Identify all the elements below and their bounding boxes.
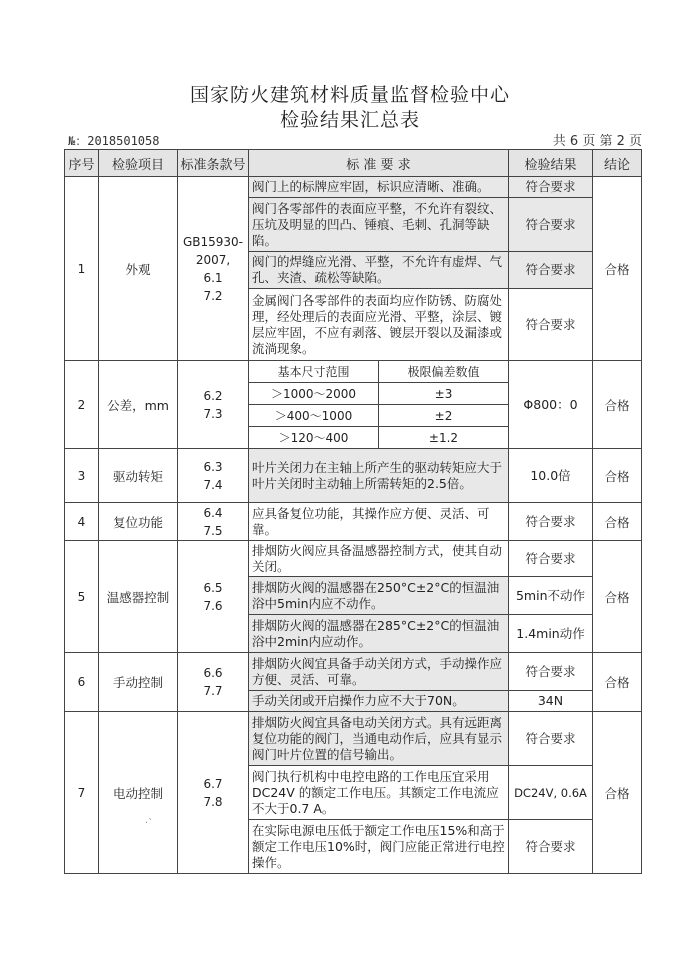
col-header-conclusion: 结论 <box>593 150 642 177</box>
page-info: 共 6 页 第 2 页 <box>552 134 642 149</box>
tolerance-range: ＞1000～2000 <box>249 383 379 405</box>
result-value: 10.0倍 <box>509 449 593 503</box>
row-number: 7 <box>65 712 99 874</box>
table-row <box>65 449 642 503</box>
requirement-text: 排烟防火阀宜具备手动关闭方式，手动操作应方便、灵活、可靠。 <box>249 653 509 691</box>
requirement-text: 阀门各零部件的表面应平整，不允许有裂纹、压坑及明显的凹凸、锤痕、毛刺、孔洞等缺陷。 <box>249 198 509 252</box>
tolerance-range: ＞120～400 <box>249 427 379 449</box>
conclusion-value: 合格 <box>593 541 642 653</box>
test-item: 手动控制 <box>99 653 178 712</box>
requirement-text: 排烟防火阀应具备温感器控制方式，使其自动关闭。 <box>249 541 509 577</box>
col-header-item: 检验项目 <box>99 150 178 177</box>
row-number: 5 <box>65 541 99 653</box>
row-number: 3 <box>65 449 99 503</box>
requirement-text: 叶片关闭力在主轴上所产生的驱动转矩应大于叶片关闭时主动轴上所需转矩的2.5倍。 <box>249 449 509 503</box>
result-value: 符合要求 <box>509 289 593 361</box>
requirement-text: 阀门执行机构中电控电路的工作电压宜采用 DC24V 的额定工作电压。其额定工作电流应不大于0.7 A。 <box>249 766 509 820</box>
result-value: 符合要求 <box>509 712 593 766</box>
table-row <box>65 541 642 577</box>
row-number: 2 <box>65 361 99 449</box>
result-value: 符合要求 <box>509 503 593 541</box>
conclusion-value: 合格 <box>593 503 642 541</box>
test-item: 外观 <box>99 177 178 361</box>
scan-mark: ·ˋ <box>145 818 154 829</box>
requirement-text: 阀门上的标牌应牢固，标识应清晰、准确。 <box>249 177 509 198</box>
test-item: 驱动转矩 <box>99 449 178 503</box>
document-title: 检验结果汇总表 <box>279 109 420 131</box>
tolerance-deviation: ±1.2 <box>428 430 459 445</box>
requirement-text: 在实际电源电压低于额定工作电压15%和高于额定工作电压10%时，阀门应能正常进行电控操作。 <box>249 820 509 874</box>
requirement-text: 排烟防火阀宜具备电动关闭方式。具有远距离复位功能的阀门，当通电动作后，应具有显示阀门叶片位置的信号输出。 <box>249 712 509 766</box>
result-value: 34N <box>509 691 593 712</box>
table-row <box>65 361 642 449</box>
col-header-no: 序号 <box>65 150 99 177</box>
tolerance-deviation: ±3 <box>379 383 509 405</box>
row-number: 1 <box>65 177 99 361</box>
result-value: DC24V, 0.6A <box>509 766 593 820</box>
col-header-result: 检验结果 <box>509 150 593 177</box>
requirement-text: 手动关闭或开启操作力应不大于70N。 <box>249 691 509 712</box>
test-item: 复位功能 <box>99 503 178 541</box>
col-header-requirement: 标 准 要 求 <box>249 150 509 177</box>
result-value: 1.4min动作 <box>509 615 593 653</box>
conclusion-value: 合格 <box>593 177 642 361</box>
result-value: Φ800：0 <box>509 361 593 449</box>
standard-clause: 6.4 7.5 <box>178 503 249 541</box>
result-value: 5min不动作 <box>509 577 593 615</box>
result-value: 符合要求 <box>509 177 593 198</box>
requirement-text: 应具备复位功能，其操作应方便、灵活、可靠。 <box>249 503 509 541</box>
requirement-text: 金属阀门各零部件的表面均应作防锈、防腐处理，经处理后的表面应光滑、平整，涂层、镀层应牢固，不应有剥落、镀层开裂以及漏漆或流淌现象。 <box>249 289 509 361</box>
standard-clause: 6.7 7.8 <box>178 712 249 874</box>
table-row <box>65 177 642 198</box>
tolerance-header-range: 基本尺寸范围 <box>249 361 379 383</box>
test-item: 公差，mm <box>99 361 178 449</box>
tolerance-table <box>249 361 508 448</box>
conclusion-value: 合格 <box>593 653 642 712</box>
tolerance-header-deviation: 极限偏差数值 <box>379 361 509 383</box>
tolerance-deviation: ±2 <box>379 405 509 427</box>
standard-clause: GB15930- 2007, 6.1 7.2 <box>178 177 249 361</box>
table-row <box>65 712 642 766</box>
col-header-clause: 标准条款号 <box>178 150 249 177</box>
row-number: 4 <box>65 503 99 541</box>
standard-clause: 6.3 7.4 <box>178 449 249 503</box>
tolerance-range: ＞400～1000 <box>249 405 379 427</box>
result-value: 符合要求 <box>509 252 593 289</box>
row-number: 6 <box>65 653 99 712</box>
conclusion-value: 合格 <box>593 712 642 874</box>
tolerance-table-cell <box>249 361 509 449</box>
results-table <box>64 149 642 874</box>
result-value: 符合要求 <box>509 820 593 874</box>
organization-title: 国家防火建筑材料质量监督检验中心 <box>189 84 510 106</box>
standard-clause: 6.6 7.7 <box>178 653 249 712</box>
standard-clause: 6.2 7.3 <box>178 361 249 449</box>
result-value: 符合要求 <box>509 198 593 252</box>
result-value: 符合要求 <box>509 541 593 577</box>
test-item: 电动控制 <box>99 712 178 874</box>
conclusion-value: 合格 <box>593 449 642 503</box>
standard-clause: 6.5 7.6 <box>178 541 249 653</box>
table-header-row <box>65 150 642 177</box>
table-row <box>65 653 642 691</box>
requirement-text: 排烟防火阀的温感器在285°C±2°C的恒温油浴中2min内应动作。 <box>249 615 509 653</box>
requirement-text: 排烟防火阀的温感器在250°C±2°C的恒温油浴中5min内应不动作。 <box>249 577 509 615</box>
table-row <box>65 503 642 541</box>
requirement-text: 阀门的焊缝应光滑、平整，不允许有虚焊、气孔、夹渣、疏松等缺陷。 <box>249 252 509 289</box>
test-item: 温感器控制 <box>99 541 178 653</box>
conclusion-value: 合格 <box>593 361 642 449</box>
result-value: 符合要求 <box>509 653 593 691</box>
document-number: №：2018501058 <box>68 134 160 148</box>
